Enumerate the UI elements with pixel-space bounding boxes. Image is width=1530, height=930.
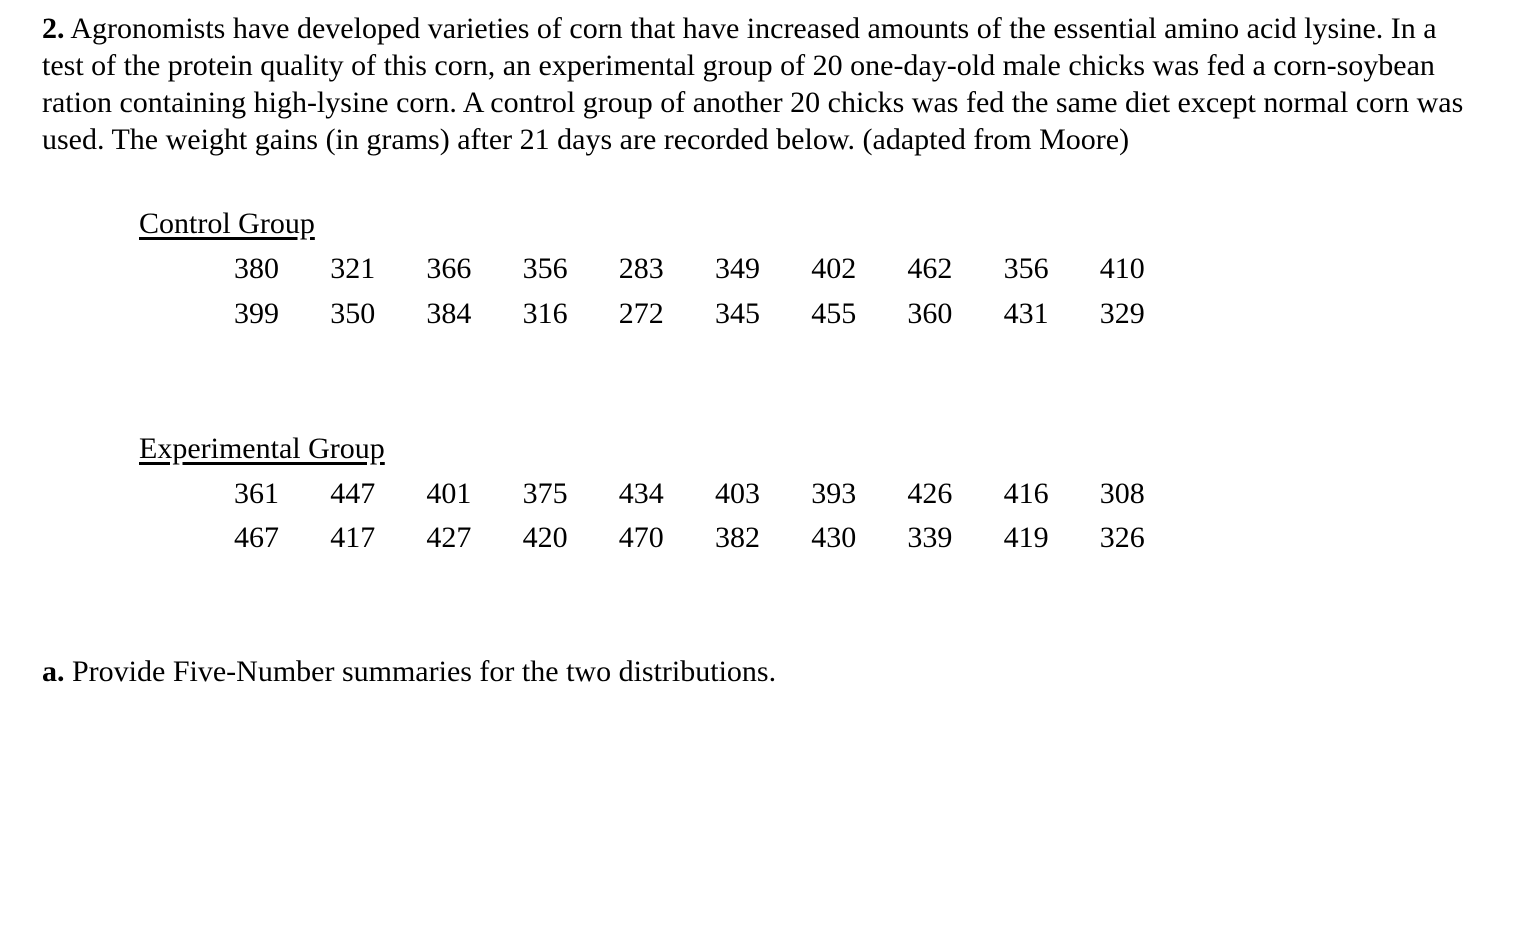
part-a-text: Provide Five-Number summaries for the two distributions. bbox=[64, 655, 777, 688]
experimental-group-value: 416 bbox=[1003, 477, 1049, 510]
part-a-question bbox=[42, 654, 776, 690]
control-group-value: 283 bbox=[618, 252, 664, 285]
experimental-group-value: 326 bbox=[1099, 521, 1145, 554]
experimental-group-value: 375 bbox=[522, 477, 568, 510]
experimental-group-value: 308 bbox=[1099, 477, 1145, 510]
control-group-title: Control Group bbox=[139, 207, 315, 240]
experimental-group-value: 434 bbox=[618, 477, 664, 510]
problem-number: 2. bbox=[42, 12, 65, 45]
experimental-group-value: 447 bbox=[330, 477, 376, 510]
control-group-value: 356 bbox=[522, 252, 568, 285]
control-group-value: 410 bbox=[1099, 252, 1145, 285]
experimental-group-value: 382 bbox=[715, 521, 760, 554]
experimental-group-value: 417 bbox=[330, 521, 376, 554]
experimental-group-value: 427 bbox=[426, 521, 472, 554]
experimental-group-value: 401 bbox=[426, 477, 472, 510]
experimental-group-value: 419 bbox=[1003, 521, 1049, 554]
control-group-value: 321 bbox=[330, 252, 376, 285]
experimental-group-title: Experimental Group bbox=[139, 432, 385, 465]
problem-statement bbox=[42, 10, 1482, 158]
experimental-group-value: 467 bbox=[234, 521, 279, 554]
experimental-group-value: 430 bbox=[811, 521, 857, 554]
experimental-group-value: 420 bbox=[522, 521, 568, 554]
control-group-value: 349 bbox=[715, 252, 760, 285]
control-group-value: 462 bbox=[907, 252, 953, 285]
control-group-value: 431 bbox=[1003, 297, 1049, 330]
part-a-letter: a. bbox=[42, 655, 65, 688]
experimental-group-value: 426 bbox=[907, 477, 953, 510]
control-group-value: 366 bbox=[426, 252, 472, 285]
experimental-group-value: 393 bbox=[811, 477, 857, 510]
control-group-value: 329 bbox=[1099, 297, 1145, 330]
control-group-value: 402 bbox=[811, 252, 857, 285]
experimental-group-value: 339 bbox=[907, 521, 953, 554]
control-group-value: 345 bbox=[715, 297, 760, 330]
control-group-value: 399 bbox=[234, 297, 279, 330]
control-group-value: 272 bbox=[618, 297, 664, 330]
control-group-value: 455 bbox=[811, 297, 857, 330]
experimental-group-value: 403 bbox=[715, 477, 760, 510]
control-group-value: 380 bbox=[234, 252, 279, 285]
control-group-value: 316 bbox=[522, 297, 568, 330]
problem-text: Agronomists have developed varieties of corn that have increased amounts of the essential amino acid lysine. In a test of the protein quality of this corn, an experimental group of 20 one-day-old male chicks was fed a corn-soybean ration containing high-lysine corn. A control group of another 20 chicks was fed the same diet except normal corn was used. The weight gains (in grams) after 21 days are recorded below. (adapted from Moore) bbox=[42, 12, 1464, 156]
control-group-value: 350 bbox=[330, 297, 376, 330]
experimental-group-value: 361 bbox=[234, 477, 279, 510]
control-group-value: 356 bbox=[1003, 252, 1049, 285]
experimental-group-value: 470 bbox=[618, 521, 664, 554]
control-group-value: 384 bbox=[426, 297, 472, 330]
control-group-value: 360 bbox=[907, 297, 953, 330]
